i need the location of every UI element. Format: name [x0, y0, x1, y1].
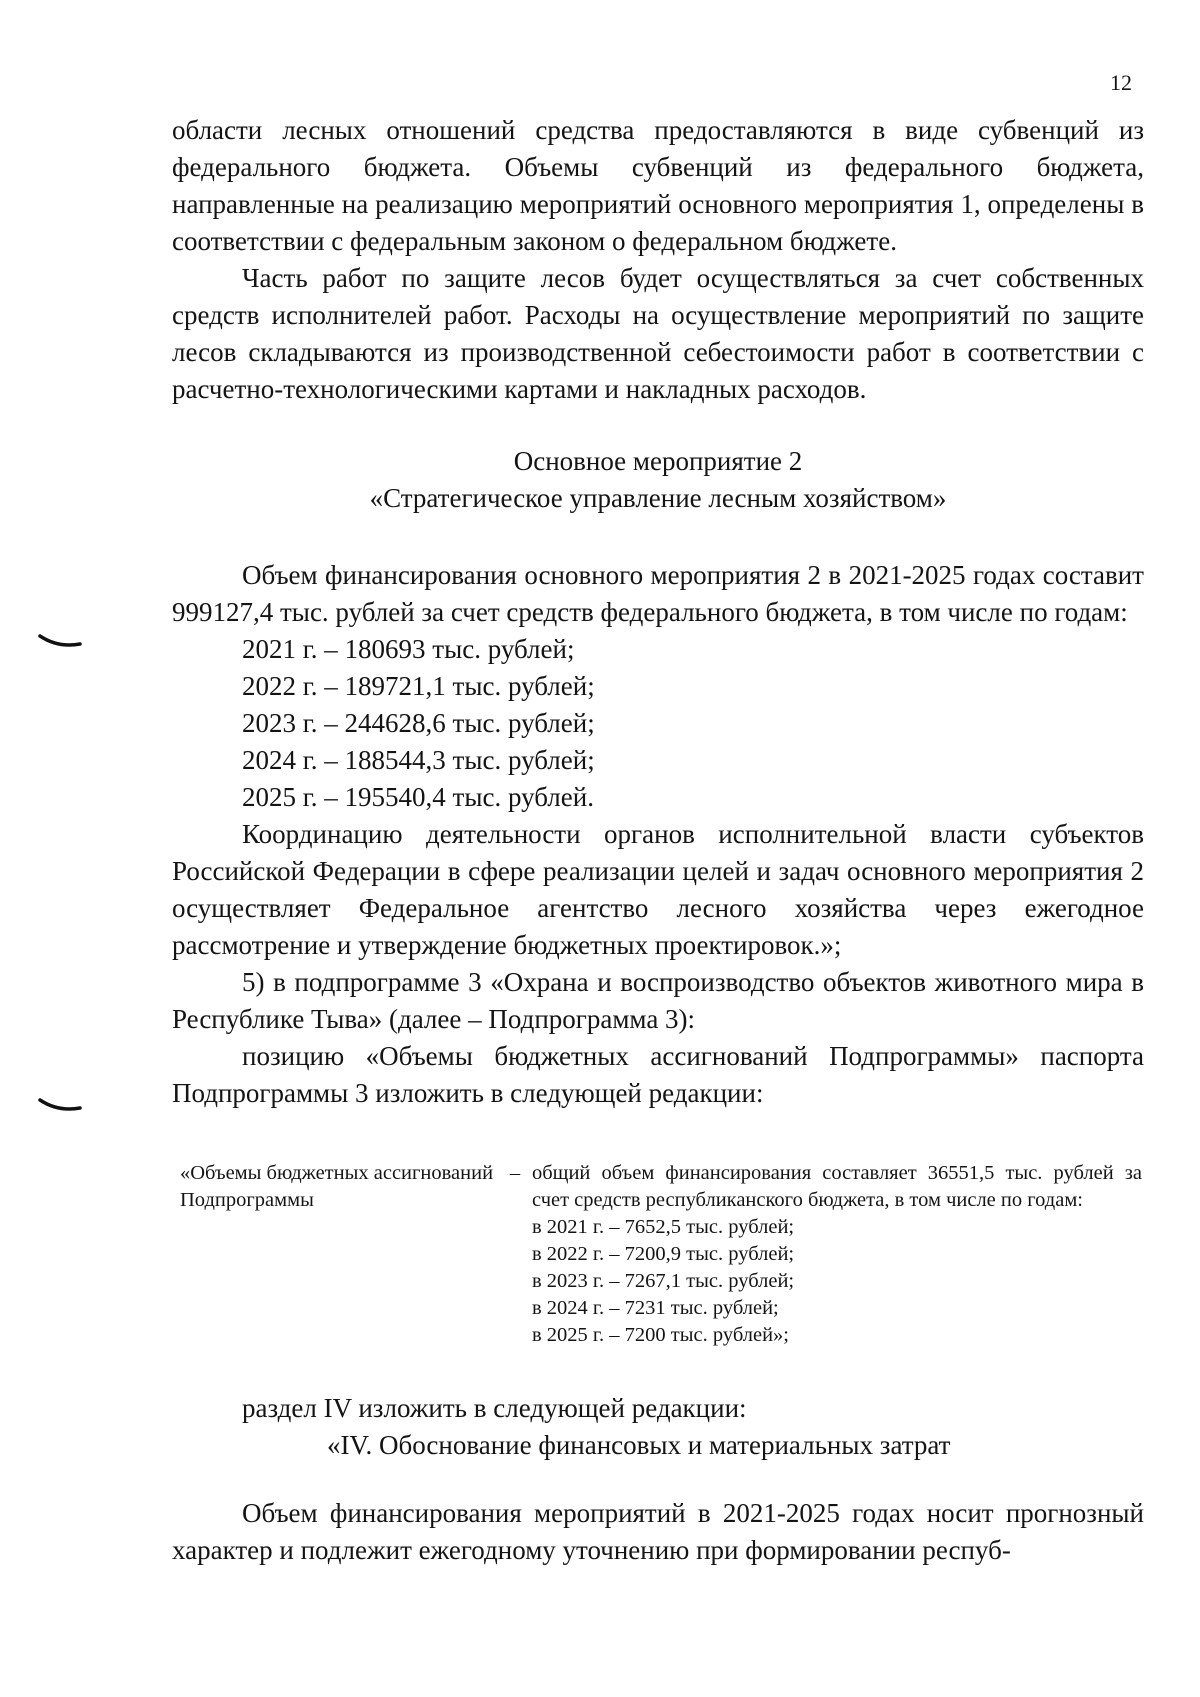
- passport-dash: –: [509, 1162, 521, 1184]
- passport-year-item: в 2023 г. – 7267,1 тыс. рублей;: [532, 1270, 795, 1292]
- item-5-paragraph: 5) в подпрограмме 3 «Охрана и воспроизводство объектов животного мира в Республике Тыва» (далее – Подпрограмма 3):: [172, 967, 1144, 1034]
- passport-label: «Объемы бюджетных ассигнований Подпрограммы: [180, 1162, 494, 1211]
- passport-year-item: в 2021 г. – 7652,5 тыс. рублей;: [532, 1216, 795, 1238]
- section-2-subtitle: «Стратегическое управление лесным хозяйством»: [369, 483, 947, 513]
- punch-mark: [38, 634, 82, 648]
- passport-year-item: в 2025 г. – 7200 тыс. рублей»;: [532, 1324, 789, 1346]
- punch-mark: [38, 1098, 82, 1112]
- passport-budget-table: [180, 1160, 1142, 1349]
- section-4-intro: раздел IV изложить в следующей редакции:: [242, 1393, 747, 1423]
- section-4: [172, 1390, 1144, 1464]
- page-number: 12: [1110, 70, 1132, 95]
- funding-year-item: 2025 г. – 195540,4 тыс. рублей.: [242, 782, 594, 812]
- passport-year-item: в 2022 г. – 7200,9 тыс. рублей;: [532, 1243, 795, 1265]
- funding-year-item: 2024 г. – 188544,3 тыс. рублей;: [242, 745, 595, 775]
- section-4-paragraph: Объем финансирования мероприятий в 2021-2025 годах носит прогнозный характер и подлежит ежегодному уточнению при формировании респуб-: [172, 1498, 1144, 1565]
- section-2-heading: [172, 443, 1144, 517]
- coordination-paragraph: Координацию деятельности органов исполнительной власти субъектов Российской Федерации в сфере реализации целей и задач основного мероприятия 2 осуществляет Федеральное агентство лесного хозяйства через ежегодное рассмотрение и утверждение бюджетных проектировок.»;: [172, 819, 1144, 960]
- passport-total: общий объем финансирования составляет 36551,5 тыс. рублей за счет средств республиканского бюджета, в том числе по годам:: [532, 1162, 1142, 1211]
- section-2-body: [172, 557, 1144, 1112]
- funding-paragraph: Объем финансирования основного мероприятия 2 в 2021-2025 годах составит 999127,4 тыс. рублей за счет средств федерального бюджета, в том числе по годам:: [172, 560, 1144, 627]
- funding-year-item: 2023 г. – 244628,6 тыс. рублей;: [242, 708, 595, 738]
- section-4-body: [172, 1495, 1144, 1569]
- section-2-title: Основное мероприятие 2: [513, 446, 803, 476]
- intro-section: [172, 112, 1144, 408]
- funding-year-item: 2022 г. – 189721,1 тыс. рублей;: [242, 671, 595, 701]
- position-paragraph: позицию «Объемы бюджетных ассигнований Подпрограммы» паспорта Подпрограммы 3 изложить в следующей редакции:: [172, 1041, 1144, 1108]
- intro-paragraph-1: области лесных отношений средства предоставляются в виде субвенций из федерального бюджета. Объемы субвенций из федерального бюджета, направленные на реализацию мероприятий основного мероприятия 1, определены в соответствии с федеральным законом о федеральном бюджете.: [172, 115, 1144, 256]
- passport-value: [532, 1160, 1142, 1349]
- intro-paragraph-2: Часть работ по защите лесов будет осуществляться за счет собственных средств исполнителей работ. Расходы на осуществление мероприятий по защите лесов складываются из производственной себестоимости работ в соответствии с расчетно-технологическими картами и накладных расходов.: [172, 263, 1144, 404]
- funding-year-item: 2021 г. – 180693 тыс. рублей;: [242, 634, 575, 664]
- passport-year-item: в 2024 г. – 7231 тыс. рублей;: [532, 1297, 779, 1319]
- section-4-heading: «IV. Обоснование финансовых и материальных затрат: [327, 1430, 951, 1460]
